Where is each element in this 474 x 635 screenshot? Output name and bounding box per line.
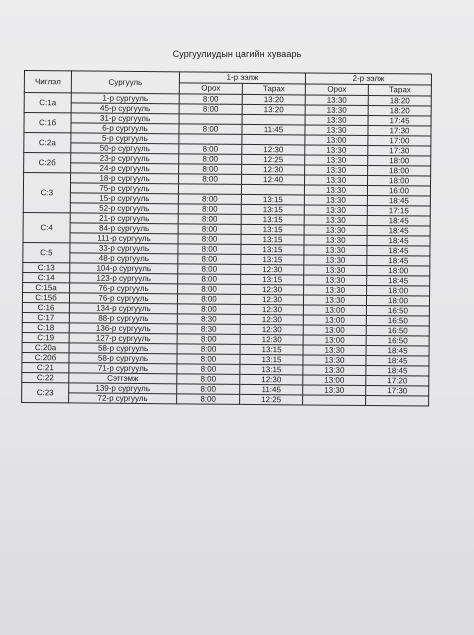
schedule-table xyxy=(21,70,432,407)
shift2-arrive-cell: 17:30 xyxy=(366,385,429,396)
shift1-depart-cell: 8:30 xyxy=(177,324,240,335)
shift1-arrive-cell: 13:15 xyxy=(241,224,304,235)
shift2-arrive-cell: 16:50 xyxy=(366,315,429,326)
shift1-arrive-cell: 12:25 xyxy=(240,394,303,405)
shift2-depart-cell: 13:30 xyxy=(304,205,367,216)
shift1-arrive-cell: 13:15 xyxy=(241,244,304,255)
shift1-arrive-cell: 11:45 xyxy=(242,124,305,135)
shift1-depart-cell xyxy=(179,114,242,125)
shift1-arrive-cell xyxy=(242,114,305,125)
shift2-arrive-cell xyxy=(366,395,429,406)
school-cell: 58-р сургууль xyxy=(69,343,177,354)
shift1-arrive-cell: 13:15 xyxy=(240,344,303,355)
school-cell: 15-р сургууль xyxy=(70,193,178,204)
table-row xyxy=(22,392,429,406)
school-cell: 1-р сургууль xyxy=(71,93,179,104)
school-cell: 5-р сургууль xyxy=(71,133,179,144)
shift1-arrive-cell xyxy=(241,184,304,195)
shift2-depart-cell: 13:00 xyxy=(303,335,366,346)
school-cell: 71-р сургууль xyxy=(69,363,177,374)
shift2-arrive-cell: 18:00 xyxy=(367,265,430,276)
shift1-arrive-cell: 13:15 xyxy=(241,204,304,215)
shift1-arrive-cell: 13:15 xyxy=(241,214,304,225)
shift2-depart-cell xyxy=(303,395,366,406)
shift1-arrive-cell: 13:20 xyxy=(242,104,305,115)
shift2-arrive-cell: 18:00 xyxy=(368,156,431,167)
school-cell: 75-р сургууль xyxy=(70,183,178,194)
shift2-depart-cell: 13:30 xyxy=(304,225,367,236)
shift2-arrive-cell: 18:45 xyxy=(367,216,430,227)
shift2-depart-cell: 13:00 xyxy=(305,135,368,146)
shift2-arrive-cell: 18:45 xyxy=(367,245,430,256)
school-cell: 84-р сургууль xyxy=(70,223,178,234)
school-cell: 52-р сургууль xyxy=(70,203,178,214)
shift1-depart-cell: 8:00 xyxy=(178,204,241,215)
shift1-arrive-cell: 11:45 xyxy=(240,384,303,395)
shift1-depart-cell: 8:00 xyxy=(178,224,241,235)
group-cell: С:5 xyxy=(23,242,70,262)
shift1-depart-cell: 8:00 xyxy=(179,104,242,115)
school-cell: 33-р сургууль xyxy=(70,243,178,254)
shift2-arrive-cell: 17:15 xyxy=(367,206,430,217)
group-cell: С:1а xyxy=(24,93,71,113)
shift2-depart-cell: 13:00 xyxy=(303,305,366,316)
school-cell: 6-р сургууль xyxy=(71,123,179,134)
shift1-arrive-cell xyxy=(242,134,305,145)
shift1-depart-cell: 8:30 xyxy=(177,314,240,325)
shift1-arrive-cell: 12:25 xyxy=(242,154,305,165)
page-title: Сургуулиудын цагийн хуваарь xyxy=(172,49,302,59)
shift2-arrive-cell: 18:00 xyxy=(366,295,429,306)
group-cell: С:21 xyxy=(22,362,69,372)
shift1-depart-cell: 8:00 xyxy=(179,164,242,175)
shift2-arrive-cell: 18:45 xyxy=(367,236,430,247)
shift2-depart-cell: 13:30 xyxy=(304,255,367,266)
shift2-depart-cell: 13:30 xyxy=(303,385,366,396)
shift2-depart-cell: 13:30 xyxy=(304,215,367,226)
school-cell: 88-р сургууль xyxy=(69,313,177,324)
shift2-arrive-cell: 17:20 xyxy=(366,375,429,386)
shift1-arrive-cell: 12:30 xyxy=(241,284,304,295)
group-cell: С:19 xyxy=(22,332,69,342)
shift2-depart-cell: 13:30 xyxy=(305,145,368,156)
shift2-arrive-cell: 16:00 xyxy=(367,186,430,197)
shift1-depart-cell: 8:00 xyxy=(179,124,242,135)
shift2-depart-cell: 13:30 xyxy=(303,295,366,306)
shift2-depart-cell: 13:30 xyxy=(303,365,366,376)
school-cell: 111-р сургууль xyxy=(70,233,178,244)
shift2-depart-cell: 13:30 xyxy=(305,155,368,166)
school-cell: 136-р сургууль xyxy=(69,323,177,334)
shift1-arrive-cell: 13:15 xyxy=(241,274,304,285)
shift1-arrive-cell: 12:30 xyxy=(241,264,304,275)
group-cell: С:16 xyxy=(22,302,69,312)
shift2-depart-cell: 13:30 xyxy=(304,265,367,276)
header-shift1-depart: Орох xyxy=(179,83,242,95)
shift1-depart-cell: 8:00 xyxy=(178,254,241,265)
shift1-depart-cell: 8:00 xyxy=(178,274,241,285)
shift2-arrive-cell: 18:45 xyxy=(367,275,430,286)
shift1-depart-cell: 8:00 xyxy=(177,394,240,405)
school-cell: 24-р сургууль xyxy=(71,163,179,174)
school-cell: 50-р сургууль xyxy=(71,143,179,154)
shift1-arrive-cell: 12:30 xyxy=(242,144,305,155)
shift2-depart-cell: 13:30 xyxy=(305,105,368,116)
group-cell: С:23 xyxy=(22,382,69,402)
shift1-depart-cell: 8:00 xyxy=(179,174,242,185)
shift2-arrive-cell: 18:20 xyxy=(368,96,431,107)
shift2-arrive-cell: 18:45 xyxy=(367,226,430,237)
school-cell: 31-р сургууль xyxy=(71,113,179,124)
header-shift2-arrive: Тарах xyxy=(368,85,431,97)
shift2-arrive-cell: 18:45 xyxy=(366,365,429,376)
shift1-depart-cell: 8:00 xyxy=(177,334,240,345)
school-cell: 104-р сургууль xyxy=(70,263,178,274)
shift1-arrive-cell: 13:15 xyxy=(241,254,304,265)
shift2-depart-cell: 13:30 xyxy=(305,115,368,126)
shift1-depart-cell: 8:00 xyxy=(179,94,242,105)
shift2-depart-cell: 13:00 xyxy=(303,375,366,386)
shift2-arrive-cell: 16:50 xyxy=(366,335,429,346)
shift2-depart-cell: 13:30 xyxy=(304,195,367,206)
school-cell: 72-р сургууль xyxy=(69,393,177,404)
shift2-depart-cell: 13:00 xyxy=(303,325,366,336)
shift1-arrive-cell: 12:40 xyxy=(242,174,305,185)
shift1-arrive-cell: 13:15 xyxy=(240,364,303,375)
shift2-arrive-cell: 18:00 xyxy=(368,166,431,177)
shift1-depart-cell: 8:00 xyxy=(177,384,240,395)
shift2-arrive-cell: 17:30 xyxy=(368,146,431,157)
shift1-arrive-cell: 13:15 xyxy=(240,354,303,365)
group-cell: С:13 xyxy=(23,262,70,272)
shift1-depart-cell: 8:00 xyxy=(178,214,241,225)
shift1-depart-cell xyxy=(178,184,241,195)
shift2-arrive-cell: 18:00 xyxy=(367,285,430,296)
shift2-depart-cell: 13:30 xyxy=(304,245,367,256)
school-cell: 58-р сургууль xyxy=(69,353,177,364)
shift2-arrive-cell: 17:30 xyxy=(368,126,431,137)
shift1-depart-cell: 8:00 xyxy=(177,364,240,375)
header-shift-2: 2-р ээлж xyxy=(305,73,431,85)
shift2-arrive-cell: 17:00 xyxy=(368,136,431,147)
shift1-depart-cell: 8:00 xyxy=(179,144,242,155)
shift2-depart-cell: 13:30 xyxy=(305,165,368,176)
school-cell: 127-р сургууль xyxy=(69,333,177,344)
shift1-arrive-cell: 13:15 xyxy=(241,234,304,245)
group-cell: С:20а xyxy=(22,342,69,352)
shift2-depart-cell: 13:30 xyxy=(303,345,366,356)
school-cell: 76-р сургууль xyxy=(69,293,177,304)
school-cell: 45-р сургууль xyxy=(71,103,179,114)
shift2-depart-cell: 13:30 xyxy=(305,175,368,186)
header-shift1-arrive: Тарах xyxy=(242,83,305,95)
shift2-depart-cell: 13:30 xyxy=(304,285,367,296)
table-body xyxy=(22,93,432,407)
group-cell: С:1б xyxy=(24,113,71,133)
school-cell: 23-р сургууль xyxy=(71,153,179,164)
school-cell: Сэтгэмж xyxy=(69,373,177,384)
shift2-arrive-cell: 16:50 xyxy=(366,325,429,336)
shift1-depart-cell: 8:00 xyxy=(177,304,240,315)
shift2-depart-cell: 13:00 xyxy=(303,315,366,326)
shift2-arrive-cell: 17:45 xyxy=(368,116,431,127)
group-cell: С:15б xyxy=(22,292,69,302)
shift2-arrive-cell: 18:45 xyxy=(367,255,430,266)
shift1-depart-cell: 8:00 xyxy=(178,194,241,205)
shift1-arrive-cell: 12:30 xyxy=(240,294,303,305)
header-school: Сургууль xyxy=(71,71,179,94)
shift1-arrive-cell: 13:15 xyxy=(241,194,304,205)
shift1-arrive-cell: 12:30 xyxy=(240,334,303,345)
group-cell: С:14 xyxy=(23,272,70,282)
shift1-depart-cell: 8:00 xyxy=(177,374,240,385)
group-cell: С:20б xyxy=(22,352,69,362)
group-cell: С:2б xyxy=(24,153,71,173)
shift1-depart-cell: 8:00 xyxy=(179,154,242,165)
shift1-arrive-cell: 12:30 xyxy=(240,374,303,385)
shift2-depart-cell: 13:30 xyxy=(304,235,367,246)
shift2-depart-cell: 13:30 xyxy=(305,95,368,106)
school-cell: 21-р сургууль xyxy=(70,213,178,224)
shift2-depart-cell: 13:30 xyxy=(303,355,366,366)
shift1-arrive-cell: 12:30 xyxy=(242,164,305,175)
group-cell: С:22 xyxy=(22,372,69,382)
group-cell: С:4 xyxy=(23,212,70,242)
shift1-depart-cell: 8:00 xyxy=(177,354,240,365)
header-shift-1: 1-р ээлж xyxy=(179,72,305,84)
group-cell: С:18 xyxy=(22,322,69,332)
school-cell: 76-р сургууль xyxy=(70,283,178,294)
school-cell: 134-р сургууль xyxy=(69,303,177,314)
shift1-depart-cell: 8:00 xyxy=(178,264,241,275)
school-cell: 139-р сургууль xyxy=(69,383,177,394)
shift1-depart-cell: 8:00 xyxy=(178,244,241,255)
shift2-depart-cell: 13:30 xyxy=(304,275,367,286)
header-group: Чиглэл xyxy=(24,71,71,93)
shift1-depart-cell: 8:00 xyxy=(177,294,240,305)
shift2-arrive-cell: 18:45 xyxy=(366,355,429,366)
shift1-arrive-cell: 13:20 xyxy=(242,94,305,105)
group-cell: С:3 xyxy=(23,173,70,213)
shift1-depart-cell: 8:00 xyxy=(178,284,241,295)
school-cell: 48-р сургууль xyxy=(70,253,178,264)
shift2-arrive-cell: 18:45 xyxy=(366,345,429,356)
school-cell: 18-р сургууль xyxy=(71,173,179,184)
shift2-arrive-cell: 18:00 xyxy=(368,176,431,187)
header-shift2-depart: Орох xyxy=(305,84,368,96)
shift2-depart-cell: 13:30 xyxy=(305,125,368,136)
group-cell: С:2а xyxy=(24,133,71,153)
shift2-arrive-cell: 16:50 xyxy=(366,305,429,316)
shift1-depart-cell xyxy=(179,134,242,145)
shift2-depart-cell: 13:30 xyxy=(304,185,367,196)
shift1-arrive-cell: 12:30 xyxy=(240,304,303,315)
shift1-arrive-cell: 12:30 xyxy=(240,314,303,325)
shift1-depart-cell: 8:00 xyxy=(178,234,241,245)
group-cell: С:15а xyxy=(23,282,70,292)
shift1-depart-cell: 8:00 xyxy=(177,344,240,355)
shift1-arrive-cell: 12:30 xyxy=(240,324,303,335)
shift2-arrive-cell: 18:20 xyxy=(368,106,431,117)
shift2-arrive-cell: 18:45 xyxy=(367,196,430,207)
school-cell: 123-р сургууль xyxy=(70,273,178,284)
group-cell: С:17 xyxy=(22,312,69,322)
